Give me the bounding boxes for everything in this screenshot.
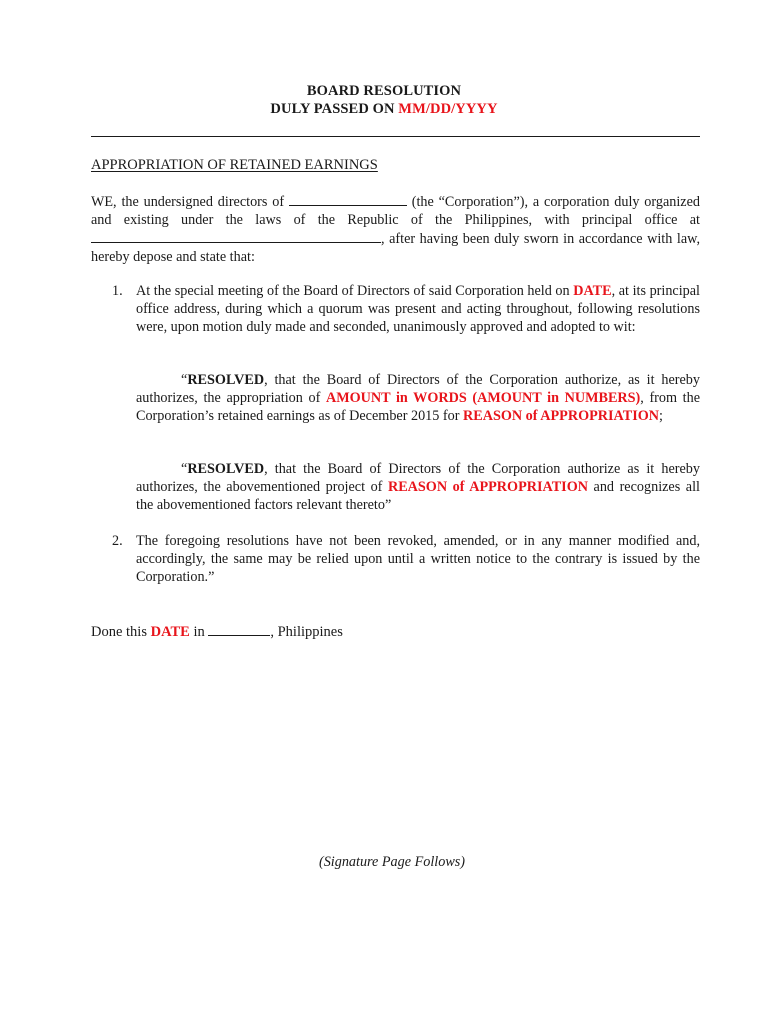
resolution1-text-2: , from the Corporation’s retained earnings as of December 2015 for bbox=[136, 390, 701, 424]
document-title: BOARD RESOLUTION bbox=[306, 83, 462, 99]
resolution1-text-1: , that the Board of Directors of the Corporation authorize, as it hereby authorizes, the appropriation of bbox=[136, 372, 700, 406]
resolution-2 bbox=[136, 460, 700, 514]
header-divider bbox=[91, 136, 700, 137]
list-item-1 bbox=[136, 282, 700, 336]
list-item-2: The foregoing resolutions have not been revoked, amended, or in any manner modified and, accordingly, the same may be relied upon until a written notice to the contrary is issued by the Corporation.” bbox=[136, 533, 700, 585]
intro-paragraph bbox=[91, 192, 700, 266]
intro-text-3: , after having been duly sworn in accordance with law, hereby depose and state that: bbox=[91, 231, 700, 265]
done-text-2: in bbox=[189, 624, 209, 640]
resolution2-text-2: and recognizes all the abovementioned factors relevant thereto” bbox=[136, 479, 700, 513]
principal-office-blank bbox=[91, 229, 381, 243]
subtitle-prefix: DULY PASSED ON bbox=[270, 101, 399, 117]
resolution1-resolved: RESOLVED bbox=[187, 372, 265, 388]
reason-placeholder-1: REASON of APPROPRIATION bbox=[463, 408, 660, 424]
resolution2-text-1: , that the Board of Directors of the Corporation authorize as it hereby authorizes, the abovementioned project of bbox=[136, 461, 700, 495]
document-subtitle bbox=[0, 100, 768, 118]
amount-placeholder: AMOUNT in WORDS (AMOUNT in NUMBERS) bbox=[325, 390, 641, 406]
resolution1-open-quote: “ bbox=[181, 372, 188, 388]
intro-text-2: (the “Corporation”), a corporation duly organized and existing under the laws of the Republic of the Philippines, with principal office at bbox=[91, 194, 700, 228]
section-heading: APPROPRIATION OF RETAINED EARNINGS bbox=[91, 157, 378, 173]
resolution1-text-3: ; bbox=[659, 408, 663, 424]
done-line bbox=[91, 622, 343, 641]
reason-placeholder-2: REASON of APPROPRIATION bbox=[387, 479, 588, 495]
done-text-1: Done this bbox=[91, 624, 151, 640]
item1-text-2: , at its principal office address, during which a quorum was present and acting throughout, following resolutions were, upon motion duly made and seconded, unanimously approved and adopted to wit: bbox=[136, 283, 700, 335]
item1-text-1: At the special meeting of the Board of Directors of said Corporation held on bbox=[136, 283, 574, 299]
done-place-blank bbox=[208, 622, 270, 636]
signature-page-note: (Signature Page Follows) bbox=[318, 854, 466, 870]
corporation-name-blank bbox=[289, 192, 407, 206]
done-text-3: , Philippines bbox=[270, 624, 343, 640]
resolution-1 bbox=[136, 371, 700, 425]
resolution2-open-quote: “ bbox=[181, 461, 188, 477]
meeting-date-placeholder: DATE bbox=[573, 283, 612, 299]
done-date-placeholder: DATE bbox=[150, 624, 190, 640]
intro-text-1: WE, the undersigned directors of bbox=[91, 194, 289, 210]
item-number-1: 1. bbox=[112, 283, 123, 299]
resolution2-resolved: RESOLVED bbox=[187, 461, 265, 477]
passed-date-placeholder: MM/DD/YYYY bbox=[398, 101, 498, 117]
item-number-2: 2. bbox=[112, 533, 123, 549]
